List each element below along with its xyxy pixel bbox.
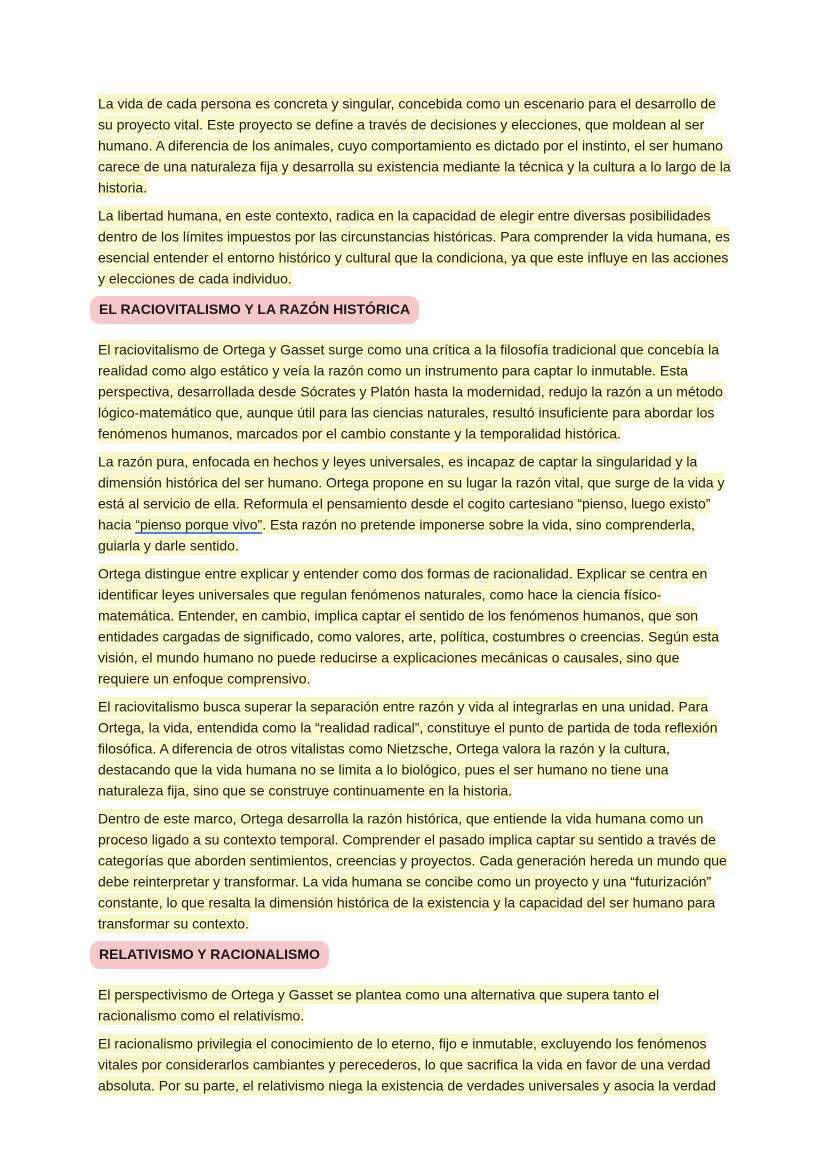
highlighted-text: Dentro de este marco, Ortega desarrolla la razón histórica, que entiende la vida humana como un proceso ligado a su contexto temporal. Comprender el pasado implica captar su sentido a través de categorías que aborden sentimientos, creencias y proyectos. Cada generación hereda un mundo que debe reinterpretar y transformar. La vida humana se concibe como un proyecto y una “futurización” constante, lo que resalta la dimensión histórica de la existencia y la capacidad del ser humano para transformar su contexto. <box>98 810 727 931</box>
section-heading <box>90 296 732 324</box>
highlighted-text: Ortega distingue entre explicar y entender como dos formas de racionalidad. Explicar se centra en identificar leyes universales que regulan fenómenos naturales, como hace la ciencia físico-matemática. Entender, en cambio, implica captar el sentido de los fenómenos humanos, que son entidades cargadas de significado, como valores, arte, política, costumbres o creencias. Según esta visión, el mundo humano no puede reducirse a explicaciones mecánicas o causales, sino que requiere un enfoque comprensivo. <box>98 565 720 686</box>
paragraph <box>98 696 732 801</box>
highlighted-text: El raciovitalismo de Ortega y Gasset surge como una crítica a la filosofía tradicional que concebía la realidad como algo estático y veía la razón como un instrumento para captar lo inmutable. Esta perspectiva, desarrollada desde Sócrates y Platón hasta la modernidad, redujo la razón a un método lógico-matemático que, aunque útil para las ciencias naturales, resultó insuficiente para abordar los fenómenos humanos, marcados por el cambio constante y la temporalidad histórica. <box>98 341 723 441</box>
highlighted-text: El raciovitalismo busca superar la separación entre razón y vida al integrarlas en una unidad. Para Ortega, la vida, entendida como la “realidad radical”, constituye el punto de partida de toda reflexión filosófica. A diferencia de otros vitalistas como Nietzsche, Ortega valora la razón y la cultura, destacando que la vida humana no se limita a lo biológico, pues el ser humano no tiene una naturaleza fija, sino que se construye continuamente en la historia. <box>98 698 718 798</box>
heading-highlight: EL RACIOVITALISMO Y LA RAZÓN HISTÓRICA <box>90 296 419 324</box>
paragraph <box>98 563 732 689</box>
paragraph <box>98 984 732 1026</box>
highlighted-text: . Esta razón no pretende imponerse sobre la vida, sino comprenderla, guiarla y darle sentido. <box>98 516 695 553</box>
paragraph <box>98 339 732 444</box>
paragraph <box>98 205 732 289</box>
section-heading <box>90 941 732 969</box>
paragraph <box>98 808 732 934</box>
highlighted-text: La razón pura, enfocada en hechos y leyes universales, es incapaz de captar la singularidad y la dimensión histórica del ser humano. Ortega propone en su lugar la razón vital, que surge de la vida y está al servicio de ella. Reformula el pensamiento desde el cogito cartesiano “pienso, luego existo” hacia <box>98 453 725 532</box>
highlighted-text: El racionalismo privilegia el conocimiento de lo eterno, fijo e inmutable, excluyendo los fenómenos vitales por considerarlos cambiantes y perecederos, lo que sacrifica la vida en favor de una verdad absoluta. Por su parte, el relativismo niega la existencia de verdades universales y asocia la verdad <box>98 1035 716 1093</box>
paragraph <box>98 93 732 198</box>
highlighted-text: La libertad humana, en este contexto, radica en la capacidad de elegir entre diversas posibilidades dentro de los límites impuestos por las circunstancias históricas. Para comprender la vida humana, es esencial entender el entorno histórico y cultural que la condiciona, ya que este influye en las acciones y elecciones de cada individuo. <box>98 207 730 286</box>
underlined-phrase: “pienso porque vivo” <box>135 516 263 532</box>
highlighted-text: El perspectivismo de Ortega y Gasset se plantea como una alternativa que supera tanto el racionalismo como el relativismo. <box>98 986 660 1023</box>
heading-highlight: RELATIVISMO Y RACIONALISMO <box>90 941 329 969</box>
highlighted-text: La vida de cada persona es concreta y singular, concebida como un escenario para el desarrollo de su proyecto vital. Este proyecto se define a través de decisiones y elecciones, que moldean al ser humano. A diferencia de los animales, cuyo comportamiento es dictado por el instinto, el ser humano carece de una naturaleza fija y desarrolla su existencia mediante la técnica y la cultura a lo largo de la historia. <box>98 95 731 195</box>
paragraph <box>98 451 732 556</box>
document-body[interactable] <box>98 93 732 1103</box>
paragraph <box>98 1033 732 1096</box>
